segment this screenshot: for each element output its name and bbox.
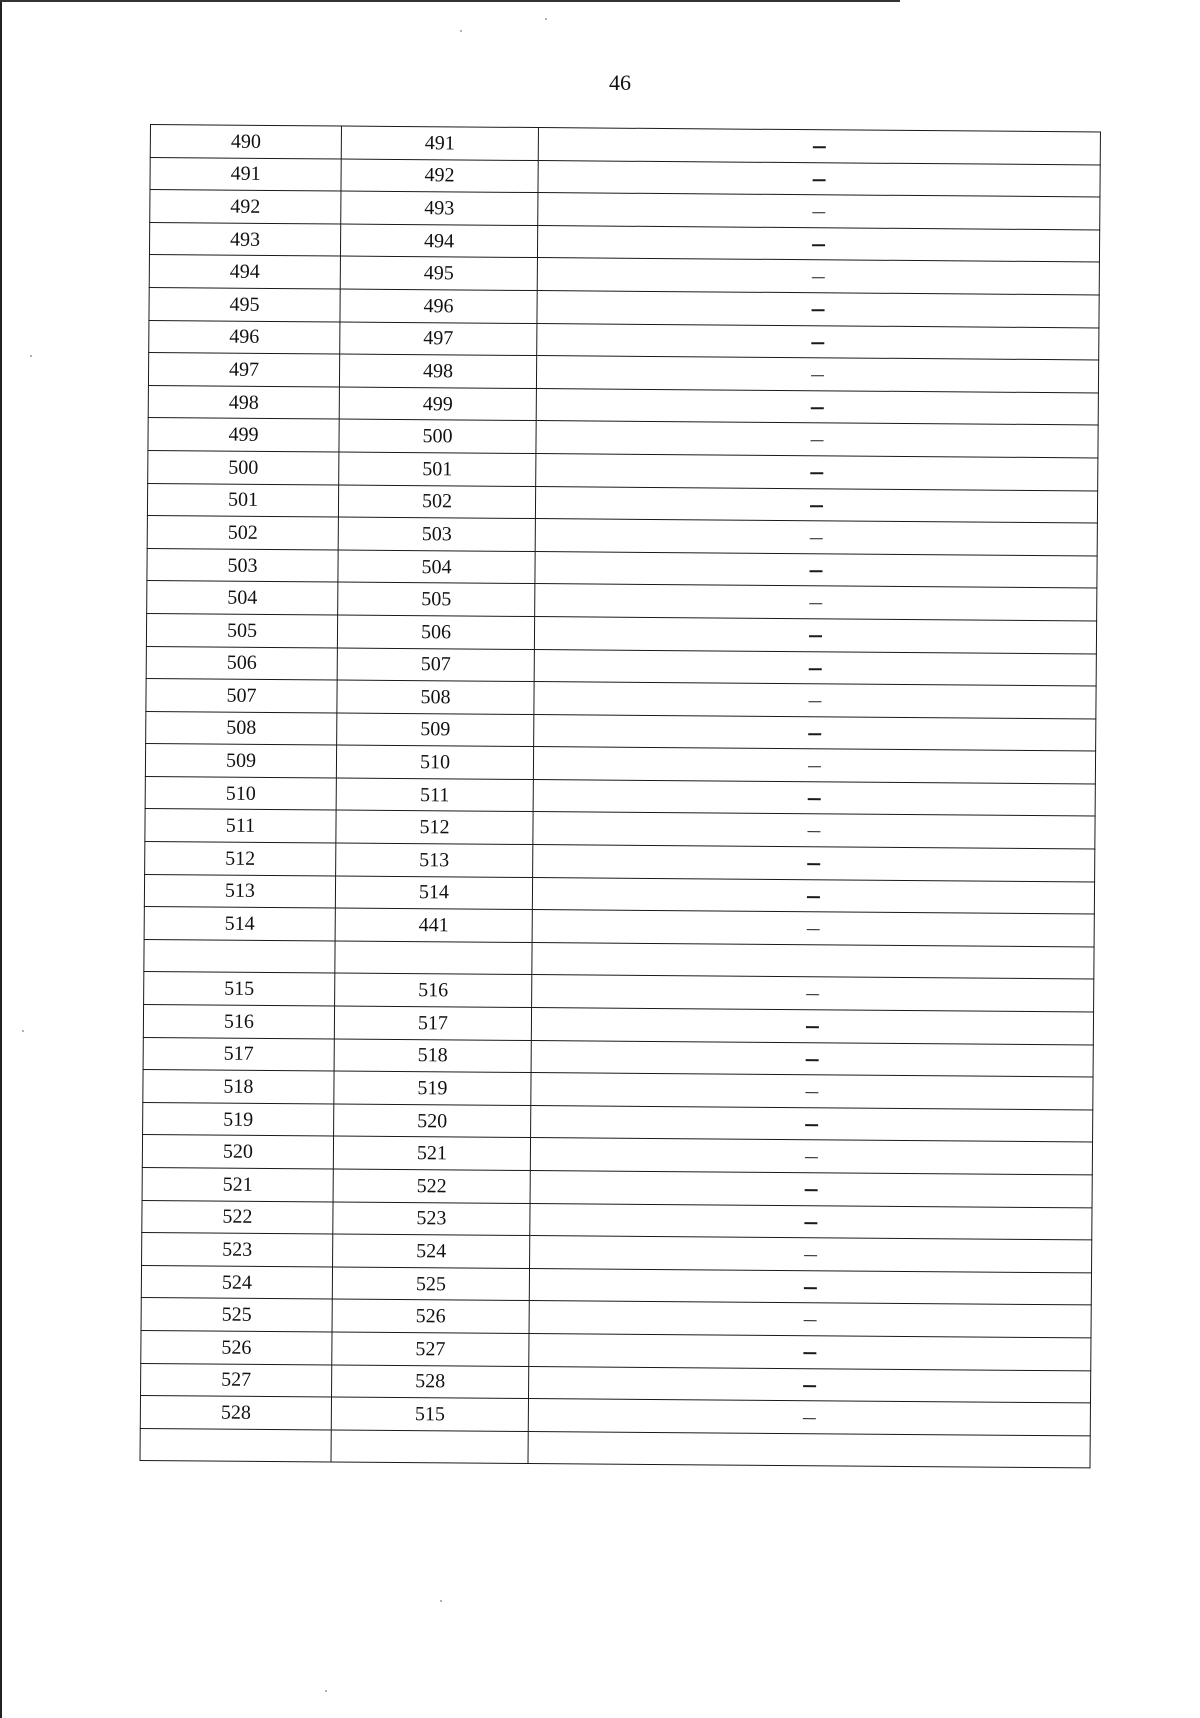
dash-mark xyxy=(806,994,819,996)
to-cell: 441 xyxy=(335,908,532,942)
dash-mark xyxy=(811,440,824,442)
mark-cell xyxy=(530,1171,1092,1208)
dash-mark xyxy=(803,1418,816,1420)
from-cell: 526 xyxy=(141,1330,332,1364)
dash-mark xyxy=(811,407,824,409)
to-cell: 517 xyxy=(334,1006,531,1040)
dash-mark xyxy=(813,179,826,181)
mark-cell xyxy=(533,845,1095,882)
from-cell: 521 xyxy=(142,1167,333,1201)
from-cell: 504 xyxy=(147,581,338,615)
to-cell: 520 xyxy=(334,1104,531,1138)
dash-mark xyxy=(807,831,820,833)
to-cell: 504 xyxy=(338,550,535,584)
mark-cell xyxy=(535,486,1097,523)
to-cell: 502 xyxy=(338,485,535,519)
dash-mark xyxy=(808,733,821,735)
dash-mark xyxy=(810,538,823,540)
dash-mark xyxy=(810,505,823,507)
from-cell: 497 xyxy=(148,353,339,387)
to-cell: 521 xyxy=(333,1136,530,1170)
from-cell: 515 xyxy=(144,972,335,1006)
to-cell: 501 xyxy=(339,452,536,486)
to-cell: 507 xyxy=(337,647,534,681)
dash-mark xyxy=(808,701,821,703)
mark-cell xyxy=(533,812,1095,849)
from-cell: 501 xyxy=(147,483,338,517)
to-cell: 509 xyxy=(337,713,534,747)
mark-cell xyxy=(535,584,1097,621)
to-cell: 494 xyxy=(340,224,537,258)
dash-mark xyxy=(811,342,824,344)
mark-cell xyxy=(528,1431,1090,1468)
from-cell: 496 xyxy=(149,320,340,354)
dash-mark xyxy=(805,1190,818,1192)
from-cell: 527 xyxy=(141,1363,332,1397)
to-cell: 523 xyxy=(333,1202,530,1236)
from-cell: 507 xyxy=(146,679,337,713)
dash-mark xyxy=(804,1320,817,1322)
from-cell: 503 xyxy=(147,548,338,582)
mark-cell xyxy=(529,1366,1091,1403)
mark-cell xyxy=(535,519,1097,556)
to-cell: 496 xyxy=(340,289,537,323)
dash-mark xyxy=(805,1124,818,1126)
dash-mark xyxy=(811,375,824,377)
dash-mark xyxy=(803,1385,816,1387)
mark-cell xyxy=(529,1333,1091,1370)
to-cell: 506 xyxy=(337,615,534,649)
mark-cell xyxy=(531,1105,1093,1142)
to-cell: 519 xyxy=(334,1071,531,1105)
dash-mark xyxy=(810,570,823,572)
from-cell: 512 xyxy=(145,842,336,876)
from-cell: 491 xyxy=(150,157,341,191)
dash-mark xyxy=(810,473,823,475)
mark-cell xyxy=(538,160,1100,197)
from-cell: 492 xyxy=(150,190,341,224)
from-cell xyxy=(144,939,335,973)
mark-cell xyxy=(534,616,1096,653)
to-cell: 495 xyxy=(340,256,537,290)
from-cell: 494 xyxy=(149,255,340,289)
dash-mark xyxy=(807,929,820,931)
dash-mark xyxy=(809,668,822,670)
to-cell xyxy=(335,941,532,975)
mark-cell xyxy=(536,453,1098,490)
mark-cell xyxy=(536,356,1098,393)
to-cell: 498 xyxy=(339,354,536,388)
scan-speck xyxy=(325,1690,327,1692)
dash-mark xyxy=(807,896,820,898)
from-cell: 520 xyxy=(142,1135,333,1169)
from-cell: 525 xyxy=(141,1298,332,1332)
mark-cell xyxy=(537,323,1099,360)
dash-mark xyxy=(809,636,822,638)
from-cell: 511 xyxy=(145,809,336,843)
to-cell: 518 xyxy=(334,1039,531,1073)
mark-cell xyxy=(530,1138,1092,1175)
from-cell: 522 xyxy=(142,1200,333,1234)
mark-cell xyxy=(535,551,1097,588)
dash-mark xyxy=(808,798,821,800)
from-cell: 500 xyxy=(148,450,339,484)
from-cell xyxy=(140,1428,331,1462)
to-cell: 514 xyxy=(335,876,532,910)
mark-cell xyxy=(534,682,1096,719)
to-cell: 500 xyxy=(339,419,536,453)
dash-mark xyxy=(806,1027,819,1029)
from-cell: 502 xyxy=(147,516,338,550)
from-cell: 513 xyxy=(144,874,335,908)
page-edge-top xyxy=(0,0,900,2)
mark-cell xyxy=(531,1040,1093,1077)
mark-cell xyxy=(532,910,1094,947)
mark-cell xyxy=(537,291,1099,328)
from-cell: 505 xyxy=(146,613,337,647)
from-cell: 514 xyxy=(144,907,335,941)
from-cell: 518 xyxy=(143,1070,334,1104)
from-cell: 498 xyxy=(148,385,339,419)
mark-cell xyxy=(533,779,1095,816)
scan-speck xyxy=(460,30,462,32)
from-cell: 509 xyxy=(145,744,336,778)
to-cell: 513 xyxy=(336,843,533,877)
mark-cell xyxy=(529,1301,1091,1338)
mark-cell xyxy=(530,1203,1092,1240)
to-cell: 505 xyxy=(338,582,535,616)
to-cell: 493 xyxy=(341,191,538,225)
from-cell: 508 xyxy=(146,711,337,745)
mark-cell xyxy=(531,1073,1093,1110)
dash-mark xyxy=(812,212,825,214)
dash-mark xyxy=(812,310,825,312)
scan-speck xyxy=(22,1030,24,1032)
dash-mark xyxy=(804,1287,817,1289)
scan-speck xyxy=(545,18,547,20)
mark-cell xyxy=(533,747,1095,784)
mark-cell xyxy=(532,877,1094,914)
dash-mark xyxy=(805,1092,818,1094)
dash-mark xyxy=(804,1255,817,1257)
to-cell xyxy=(331,1430,528,1464)
mark-cell xyxy=(536,388,1098,425)
from-cell: 519 xyxy=(143,1102,334,1136)
dash-mark xyxy=(807,864,820,866)
from-cell: 510 xyxy=(145,776,336,810)
page-edge xyxy=(0,0,2,1718)
mark-cell xyxy=(528,1399,1090,1436)
mark-cell xyxy=(532,942,1094,979)
table-row-empty xyxy=(140,1428,1090,1468)
dash-mark xyxy=(806,1059,819,1061)
connection-table xyxy=(139,124,1100,1469)
scan-speck xyxy=(30,355,32,357)
mark-cell xyxy=(531,1008,1093,1045)
dash-mark xyxy=(812,244,825,246)
dash-mark xyxy=(813,147,826,149)
to-cell: 511 xyxy=(336,778,533,812)
mark-cell xyxy=(537,225,1099,262)
to-cell: 510 xyxy=(336,745,533,779)
dash-mark xyxy=(804,1222,817,1224)
from-cell: 506 xyxy=(146,646,337,680)
to-cell: 497 xyxy=(340,322,537,356)
from-cell: 493 xyxy=(149,222,340,256)
dash-mark xyxy=(803,1353,816,1355)
to-cell: 499 xyxy=(339,387,536,421)
page-number: 46 xyxy=(609,70,631,95)
from-cell: 499 xyxy=(148,418,339,452)
mark-cell xyxy=(532,975,1094,1012)
from-cell: 517 xyxy=(143,1037,334,1071)
mark-cell xyxy=(537,258,1099,295)
to-cell: 526 xyxy=(332,1299,529,1333)
dash-mark xyxy=(809,603,822,605)
to-cell: 524 xyxy=(333,1234,530,1268)
to-cell: 522 xyxy=(333,1169,530,1203)
dash-mark xyxy=(805,1157,818,1159)
from-cell: 524 xyxy=(141,1265,332,1299)
from-cell: 523 xyxy=(142,1233,333,1267)
dash-mark xyxy=(808,766,821,768)
from-cell: 495 xyxy=(149,287,340,321)
mark-cell xyxy=(530,1236,1092,1273)
mark-cell xyxy=(534,714,1096,751)
mark-cell xyxy=(534,649,1096,686)
mark-cell xyxy=(529,1268,1091,1305)
mark-cell xyxy=(538,128,1100,165)
dash-mark xyxy=(812,277,825,279)
from-cell: 490 xyxy=(150,125,341,159)
to-cell: 492 xyxy=(341,159,538,193)
to-cell: 508 xyxy=(337,680,534,714)
scan-speck xyxy=(440,1600,442,1602)
to-cell: 525 xyxy=(332,1267,529,1301)
to-cell: 512 xyxy=(336,810,533,844)
to-cell: 515 xyxy=(331,1397,528,1431)
to-cell: 527 xyxy=(332,1332,529,1366)
from-cell: 528 xyxy=(140,1396,331,1430)
to-cell: 528 xyxy=(332,1365,529,1399)
to-cell: 503 xyxy=(338,517,535,551)
mark-cell xyxy=(536,421,1098,458)
from-cell: 516 xyxy=(143,1005,334,1039)
mark-cell xyxy=(538,193,1100,230)
table-body xyxy=(140,125,1100,1469)
to-cell: 491 xyxy=(341,126,538,160)
to-cell: 516 xyxy=(335,973,532,1007)
